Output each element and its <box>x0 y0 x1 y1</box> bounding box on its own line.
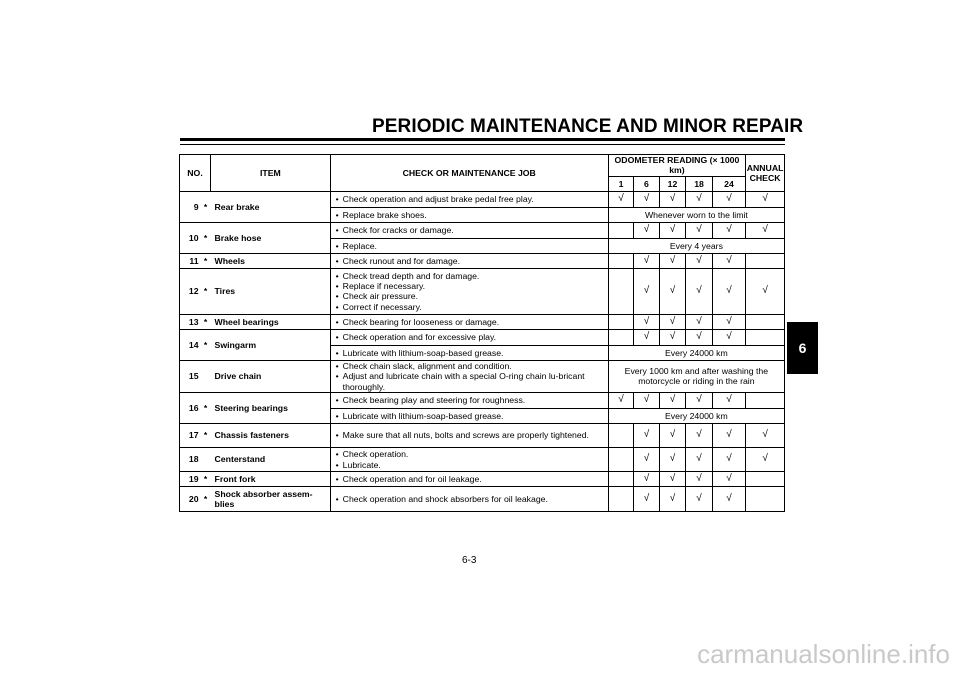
interval-check-cell: √ <box>659 448 686 472</box>
interval-check-cell: √ <box>686 191 713 207</box>
maintenance-job <box>330 314 608 329</box>
row-number: 10 <box>180 222 201 253</box>
interval-check-cell <box>608 487 633 512</box>
job-step: • Check operation and for excessive play. <box>336 332 608 342</box>
maintenance-job <box>330 345 608 360</box>
interval-check-cell: √ <box>712 314 745 329</box>
header-interval: 18 <box>686 176 713 191</box>
annual-check-cell <box>746 329 785 345</box>
interval-check-cell: √ <box>659 424 686 448</box>
dealer-service-mark: * <box>201 393 211 424</box>
dealer-service-mark: * <box>201 222 211 253</box>
job-step: • Check operation. <box>336 449 608 459</box>
annual-check-cell <box>746 472 785 487</box>
item-name: Front fork <box>211 472 331 487</box>
job-step: • Check operation and adjust brake pedal free play. <box>336 194 608 204</box>
interval-check-cell: √ <box>712 487 745 512</box>
header-annual: ANNUAL CHECK <box>746 155 785 192</box>
interval-check-cell <box>608 472 633 487</box>
maintenance-table <box>179 154 785 512</box>
interval-check-cell: √ <box>634 448 659 472</box>
table-row <box>180 448 785 472</box>
interval-note: Every 24000 km <box>608 409 784 424</box>
interval-check-cell <box>608 314 633 329</box>
item-name: Drive chain <box>211 360 331 392</box>
interval-check-cell: √ <box>686 424 713 448</box>
job-step: • Correct if necessary. <box>336 302 608 312</box>
interval-check-cell: √ <box>686 253 713 268</box>
row-number: 9 <box>180 191 201 222</box>
watermark: carmanualsonline.info <box>697 639 950 669</box>
dealer-service-mark <box>201 448 211 472</box>
row-number: 13 <box>180 314 201 329</box>
interval-check-cell: √ <box>712 191 745 207</box>
interval-check-cell: √ <box>712 329 745 345</box>
interval-check-cell: √ <box>712 268 745 314</box>
table-row <box>180 222 785 238</box>
interval-check-cell: √ <box>634 191 659 207</box>
dealer-service-mark: * <box>201 472 211 487</box>
job-step: • Check tread depth and for damage. <box>336 271 608 281</box>
header-item: ITEM <box>211 155 331 192</box>
header-interval: 1 <box>608 176 633 191</box>
dealer-service-mark: * <box>201 191 211 222</box>
header-job: CHECK OR MAINTENANCE JOB <box>330 155 608 192</box>
table-row <box>180 472 785 487</box>
interval-check-cell: √ <box>634 222 659 238</box>
page-number: 6-3 <box>462 555 477 566</box>
item-name: Brake hose <box>211 222 331 253</box>
row-number: 11 <box>180 253 201 268</box>
row-number: 14 <box>180 329 201 360</box>
interval-check-cell: √ <box>712 393 745 409</box>
job-step: • Lubricate with lithium-soap-based grease. <box>336 411 608 421</box>
interval-check-cell: √ <box>659 222 686 238</box>
maintenance-job <box>330 207 608 222</box>
maintenance-job <box>330 409 608 424</box>
page-title: PERIODIC MAINTENANCE AND MINOR REPAIR <box>372 116 804 137</box>
job-step: • Check runout and for damage. <box>336 256 608 266</box>
table-row <box>180 487 785 512</box>
interval-note: Every 4 years <box>608 238 784 253</box>
table-row <box>180 424 785 448</box>
job-step: • Check air pressure. <box>336 291 608 301</box>
interval-note: Whenever worn to the limit <box>608 207 784 222</box>
item-name: Steering bearings <box>211 393 331 424</box>
job-step: • Check chain slack, alignment and condition. <box>336 361 608 371</box>
row-number: 16 <box>180 393 201 424</box>
interval-check-cell <box>608 222 633 238</box>
title-rule <box>180 138 785 141</box>
maintenance-job <box>330 448 608 472</box>
maintenance-job <box>330 253 608 268</box>
interval-check-cell <box>608 448 633 472</box>
job-step: • Make sure that all nuts, bolts and screws are properly tightened. <box>336 430 608 440</box>
header-interval: 24 <box>712 176 745 191</box>
item-name: Centerstand <box>211 448 331 472</box>
interval-check-cell: √ <box>686 329 713 345</box>
interval-check-cell: √ <box>686 487 713 512</box>
interval-check-cell: √ <box>686 472 713 487</box>
interval-check-cell: √ <box>634 487 659 512</box>
interval-check-cell: √ <box>608 191 633 207</box>
job-step: • Check operation and for oil leakage. <box>336 474 608 484</box>
maintenance-job <box>330 329 608 345</box>
job-step: • Check bearing for looseness or damage. <box>336 317 608 327</box>
interval-check-cell: √ <box>634 393 659 409</box>
interval-check-cell: √ <box>659 393 686 409</box>
dealer-service-mark <box>201 360 211 392</box>
interval-check-cell: √ <box>686 222 713 238</box>
dealer-service-mark: * <box>201 329 211 360</box>
interval-check-cell: √ <box>659 472 686 487</box>
annual-check-cell: √ <box>746 191 785 207</box>
table-row <box>180 393 785 409</box>
interval-check-cell: √ <box>712 253 745 268</box>
row-number: 15 <box>180 360 201 392</box>
job-step: • Check bearing play and steering for roughness. <box>336 395 608 405</box>
row-number: 17 <box>180 424 201 448</box>
item-name: Wheels <box>211 253 331 268</box>
header-no: NO. <box>180 155 211 192</box>
section-tab: 6 <box>787 322 818 374</box>
header-odometer: ODOMETER READING (× 1000 km) <box>608 155 745 177</box>
table-row <box>180 314 785 329</box>
maintenance-job <box>330 268 608 314</box>
interval-check-cell: √ <box>712 424 745 448</box>
job-step: • Replace if necessary. <box>336 281 608 291</box>
interval-check-cell: √ <box>686 393 713 409</box>
interval-check-cell: √ <box>634 253 659 268</box>
maintenance-job <box>330 487 608 512</box>
item-name: Rear brake <box>211 191 331 222</box>
maintenance-job <box>330 222 608 238</box>
interval-check-cell <box>608 329 633 345</box>
annual-check-cell: √ <box>746 222 785 238</box>
maintenance-job <box>330 472 608 487</box>
item-name: Tires <box>211 268 331 314</box>
annual-check-cell: √ <box>746 424 785 448</box>
job-step: • Lubricate with lithium-soap-based grease. <box>336 348 608 358</box>
interval-check-cell: √ <box>634 329 659 345</box>
maintenance-job <box>330 393 608 409</box>
row-number: 12 <box>180 268 201 314</box>
table-row <box>180 268 785 314</box>
annual-check-cell <box>746 253 785 268</box>
interval-check-cell: √ <box>634 314 659 329</box>
table-row <box>180 329 785 345</box>
interval-check-cell: √ <box>712 448 745 472</box>
table-row <box>180 360 785 392</box>
row-number: 20 <box>180 487 201 512</box>
dealer-service-mark: * <box>201 424 211 448</box>
interval-check-cell: √ <box>686 448 713 472</box>
interval-check-cell: √ <box>686 268 713 314</box>
row-number: 18 <box>180 448 201 472</box>
interval-check-cell: √ <box>659 329 686 345</box>
item-name: Wheel bearings <box>211 314 331 329</box>
interval-check-cell: √ <box>659 314 686 329</box>
annual-check-cell <box>746 393 785 409</box>
interval-check-cell: √ <box>634 472 659 487</box>
interval-check-cell: √ <box>712 472 745 487</box>
interval-check-cell <box>608 268 633 314</box>
table-row <box>180 253 785 268</box>
interval-note: Every 24000 km <box>608 345 784 360</box>
interval-check-cell: √ <box>686 314 713 329</box>
item-name: Chassis fasteners <box>211 424 331 448</box>
maintenance-job <box>330 360 608 392</box>
interval-check-cell <box>608 253 633 268</box>
maintenance-job <box>330 238 608 253</box>
interval-check-cell: √ <box>634 424 659 448</box>
maintenance-job <box>330 191 608 207</box>
annual-check-cell <box>746 487 785 512</box>
interval-check-cell: √ <box>659 191 686 207</box>
item-name: Swingarm <box>211 329 331 360</box>
table-row <box>180 191 785 207</box>
interval-note: Every 1000 km and after washing the motorcycle or riding in the rain <box>608 360 784 392</box>
header-interval: 6 <box>634 176 659 191</box>
annual-check-cell: √ <box>746 448 785 472</box>
interval-check-cell: √ <box>659 253 686 268</box>
annual-check-cell: √ <box>746 268 785 314</box>
row-number: 19 <box>180 472 201 487</box>
job-step: • Check for cracks or damage. <box>336 225 608 235</box>
item-name: Shock absorber assem-blies <box>211 487 331 512</box>
dealer-service-mark: * <box>201 268 211 314</box>
header-interval: 12 <box>659 176 686 191</box>
job-step: • Check operation and shock absorbers for oil leakage. <box>336 494 608 504</box>
job-step: • Replace brake shoes. <box>336 210 608 220</box>
interval-check-cell: √ <box>659 487 686 512</box>
dealer-service-mark: * <box>201 253 211 268</box>
dealer-service-mark: * <box>201 314 211 329</box>
interval-check-cell: √ <box>634 268 659 314</box>
interval-check-cell <box>608 424 633 448</box>
dealer-service-mark: * <box>201 487 211 512</box>
job-step: • Replace. <box>336 241 608 251</box>
maintenance-job <box>330 424 608 448</box>
annual-check-cell <box>746 314 785 329</box>
interval-check-cell: √ <box>608 393 633 409</box>
title-rule-thin <box>180 144 785 145</box>
interval-check-cell: √ <box>712 222 745 238</box>
job-step: • Adjust and lubricate chain with a special O-ring chain lu-bricant thoroughly. <box>336 371 608 392</box>
interval-check-cell: √ <box>659 268 686 314</box>
job-step: • Lubricate. <box>336 460 608 470</box>
